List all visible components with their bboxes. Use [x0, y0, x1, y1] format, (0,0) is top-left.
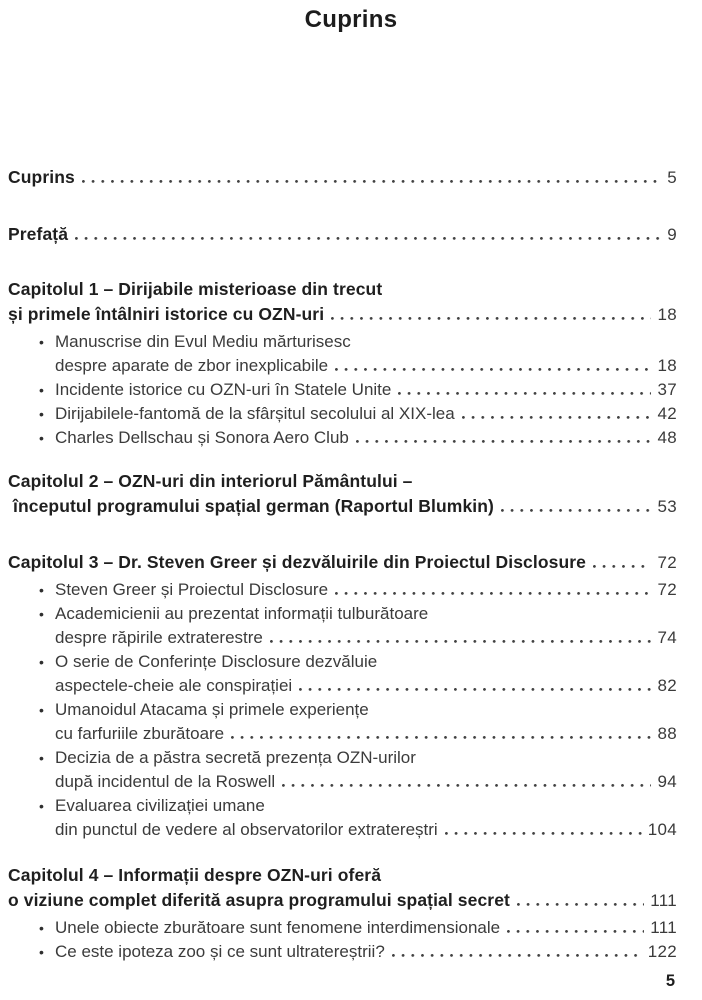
- toc-line: [8, 746, 677, 770]
- toc-page-number: 94: [657, 772, 677, 791]
- toc-line: [8, 165, 677, 190]
- toc-entry-text: Academicienii au prezentat informații tulburătoare: [55, 604, 429, 623]
- toc-chapter-entry: [8, 863, 677, 964]
- bullet-icon: •: [39, 654, 44, 670]
- toc-line: [8, 222, 677, 247]
- toc-entry-text: Unele obiecte zburătoare sunt fenomene interdimensionale: [55, 918, 501, 937]
- dot-leader-icon: [501, 494, 652, 519]
- toc-line: [8, 940, 677, 964]
- dot-leader-icon: [270, 626, 652, 650]
- dot-leader-icon: [335, 354, 651, 378]
- toc-chapter-entry: [8, 469, 677, 519]
- dot-leader-icon: [335, 578, 651, 602]
- toc-entry-text: aspectele-cheie ale conspirației: [55, 676, 293, 695]
- toc-page-number: 111: [650, 891, 677, 910]
- toc-bullet-list: [8, 330, 677, 450]
- toc-entry-text: Manuscrise din Evul Mediu mărturisesc: [55, 332, 351, 351]
- toc-line: [8, 302, 677, 327]
- dot-leader-icon: [517, 888, 644, 913]
- toc-entry-text: Charles Dellschau și Sonora Aero Club: [55, 428, 349, 447]
- toc-line: [8, 818, 677, 842]
- toc-page-number: 48: [657, 428, 677, 447]
- dot-leader-icon: [75, 222, 661, 247]
- toc-page-number: 122: [647, 942, 677, 961]
- dot-leader-icon: [231, 722, 651, 746]
- toc-chapter-entry: [8, 550, 677, 842]
- toc-line: [8, 698, 677, 722]
- toc-line: [8, 330, 677, 354]
- toc-line: [8, 277, 677, 302]
- toc-entry-text: Capitolul 3 – Dr. Steven Greer și dezvăluirile din Proiectul Disclosure: [8, 552, 586, 572]
- toc-line: [8, 863, 677, 888]
- toc-entry-text: Steven Greer și Proiectul Disclosure: [55, 580, 329, 599]
- toc-entry-text: Evaluarea civilizației umane: [55, 796, 265, 815]
- toc-entry-text: o viziune complet diferită asupra programului spațial secret: [8, 890, 510, 910]
- toc-line: [8, 469, 677, 494]
- toc-line: [8, 602, 677, 626]
- toc-page-number: 37: [657, 380, 677, 399]
- toc-line: [8, 888, 677, 913]
- toc-entry-text: Capitolul 2 – OZN-uri din interiorul Pământului –: [8, 471, 413, 491]
- dot-leader-icon: [356, 426, 652, 450]
- toc-line: [8, 550, 677, 575]
- toc-line: [8, 494, 677, 519]
- toc-page-number: 82: [657, 676, 677, 695]
- toc-page-number: 88: [657, 724, 677, 743]
- toc-entry-text: Capitolul 1 – Dirijabile misterioase din trecut: [8, 279, 383, 299]
- toc-line: [8, 794, 677, 818]
- bullet-icon: •: [39, 334, 44, 350]
- toc-front-entry: [8, 222, 677, 247]
- bullet-icon: •: [39, 382, 44, 398]
- toc-line: [8, 650, 677, 674]
- toc-line: [8, 916, 677, 940]
- toc-line: [8, 578, 677, 602]
- dot-leader-icon: [392, 940, 642, 964]
- toc-line: [8, 402, 677, 426]
- toc-entry-text: Incidente istorice cu OZN-uri în Statele Unite: [55, 380, 392, 399]
- dot-leader-icon: [507, 916, 644, 940]
- toc-page-number: 74: [657, 628, 677, 647]
- toc-entry-text: Umanoidul Atacama și primele experiențe: [55, 700, 369, 719]
- dot-leader-icon: [282, 770, 651, 794]
- toc-page-number: 72: [657, 580, 677, 599]
- bullet-icon: •: [39, 944, 44, 960]
- dot-leader-icon: [299, 674, 651, 698]
- bullet-icon: •: [39, 702, 44, 718]
- toc-page-number: 104: [647, 820, 677, 839]
- bullet-icon: •: [39, 920, 44, 936]
- toc-page-number: 18: [657, 305, 677, 324]
- toc-entry-text: Dirijabilele-fantomă de la sfârșitul secolului al XIX-lea: [55, 404, 455, 423]
- bullet-icon: •: [39, 582, 44, 598]
- toc-page-number: 5: [667, 168, 677, 187]
- bullet-icon: •: [39, 430, 44, 446]
- dot-leader-icon: [462, 402, 652, 426]
- toc-entry-text: din punctul de vedere al observatorilor extratereștri: [55, 820, 438, 839]
- toc-page-number: 53: [657, 497, 677, 516]
- toc-entry-text: despre răpirile extraterestre: [55, 628, 263, 647]
- toc-line: [8, 354, 677, 378]
- toc-line: [8, 426, 677, 450]
- dot-leader-icon: [445, 818, 642, 842]
- toc-entry-text: începutul programului spațial german (Raportul Blumkin): [13, 496, 494, 516]
- toc-line: [8, 626, 677, 650]
- toc-line: [8, 674, 677, 698]
- toc-line: [8, 770, 677, 794]
- toc-page-number: 18: [657, 356, 677, 375]
- toc-bullet-list: [8, 578, 677, 842]
- bullet-icon: •: [39, 798, 44, 814]
- toc-entry-text: despre aparate de zbor inexplicabile: [55, 356, 329, 375]
- bullet-icon: •: [39, 406, 44, 422]
- toc-bullet-list: [8, 916, 677, 964]
- dot-leader-icon: [82, 165, 661, 190]
- page-title: Cuprins: [304, 6, 398, 33]
- toc-line: [8, 378, 677, 402]
- dot-leader-icon: [331, 302, 651, 327]
- toc-page-number: 72: [657, 553, 677, 572]
- toc-list: [8, 165, 677, 964]
- toc-entry-text: cu farfuriile zburătoare: [55, 724, 225, 743]
- toc-entry-text: Prefață: [8, 224, 69, 244]
- dot-leader-icon: [398, 378, 651, 402]
- toc-page-number: 42: [657, 404, 677, 423]
- footer-page-number: 5: [665, 972, 675, 990]
- bullet-icon: •: [39, 750, 44, 766]
- toc-entry-text: O serie de Conferințe Disclosure dezvăluie: [55, 652, 378, 671]
- toc-entry-text: și primele întâlniri istorice cu OZN-uri: [8, 304, 325, 324]
- toc-entry-text: Ce este ipoteza zoo și ce sunt ultratereștrii?: [55, 942, 385, 961]
- toc-front-entry: [8, 165, 677, 190]
- toc-entry-text: Decizia de a păstra secretă prezența OZN-urilor: [55, 748, 416, 767]
- toc-page-number: 9: [667, 225, 677, 244]
- toc-entry-text: Capitolul 4 – Informații despre OZN-uri oferă: [8, 865, 382, 885]
- toc-entry-text: după incidentul de la Roswell: [55, 772, 276, 791]
- toc-entry-text: Cuprins: [8, 167, 75, 187]
- bullet-icon: •: [39, 606, 44, 622]
- toc-line: [8, 722, 677, 746]
- dot-leader-icon: [593, 550, 651, 575]
- toc-chapter-entry: [8, 277, 677, 450]
- toc-page-number: 111: [650, 918, 677, 937]
